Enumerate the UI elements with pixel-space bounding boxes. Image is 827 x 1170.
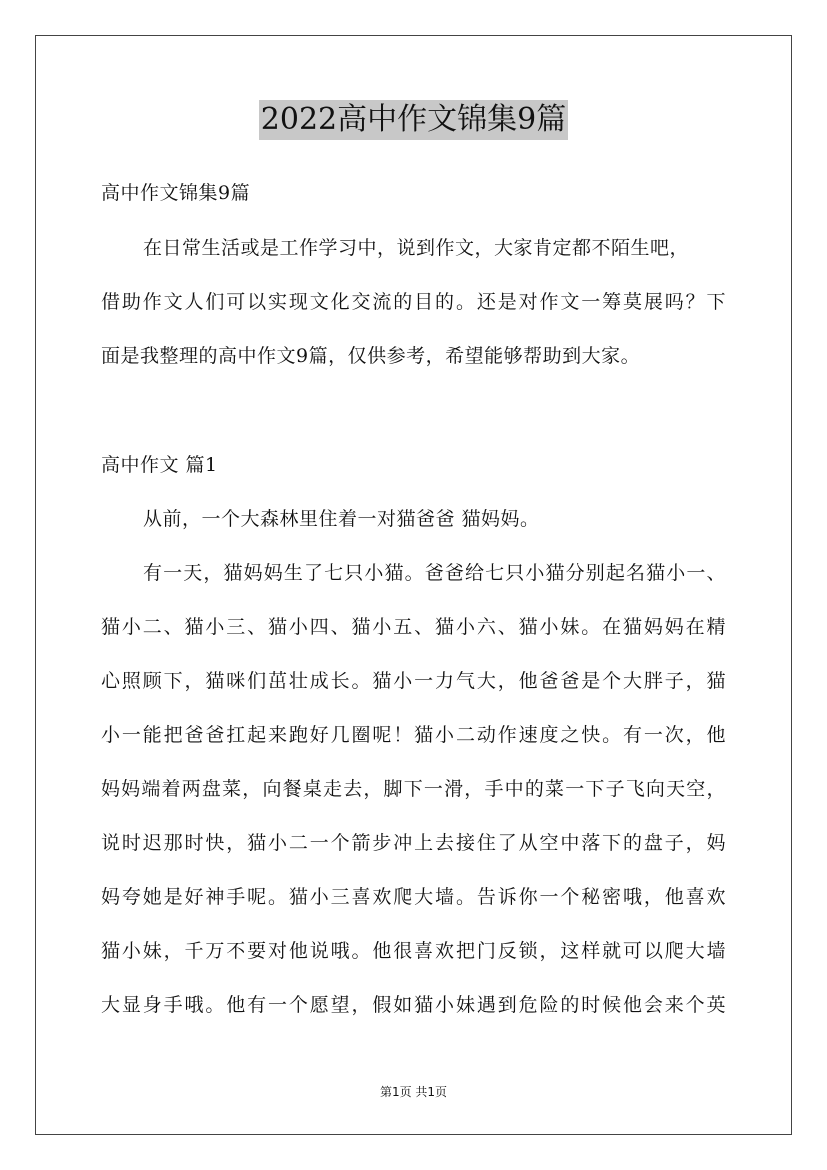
page-number-footer: 第1页 共1页 [379,1085,448,1099]
paragraph-line-4: 心照顾下，猫咪们茁壮成长。猫小一力气大，他爸爸是个大胖子，猫 [101,670,726,692]
title-container [0,100,827,140]
document-subtitle: 高中作文锦集9篇 [101,182,251,204]
intro-line-3: 面是我整理的高中作文9篇，仅供参考，希望能够帮助到大家。 [101,345,641,367]
intro-line-1: 在日常生活或是工作学习中，说到作文，大家肯定都不陌生吧， [143,237,690,259]
paragraph-line-3: 猫小二、猫小三、猫小四、猫小五、猫小六、猫小妹。在猫妈妈在精 [101,616,726,638]
paragraph-line-5: 小一能把爸爸扛起来跑好几圈呢！猫小二动作速度之快。有一次，他 [101,724,726,746]
paragraph-line-6: 妈妈端着两盘菜，向餐桌走去，脚下一滑，手中的菜一下子飞向天空， [101,778,726,800]
section-heading: 高中作文 篇1 [101,454,218,476]
document-title: 2022高中作文锦集9篇 [259,100,568,140]
intro-line-2: 借助作文人们可以实现文化交流的目的。还是对作文一筹莫展吗？下 [101,291,726,313]
paragraph-line-2: 有一天，猫妈妈生了七只小猫。爸爸给七只小猫分别起名猫小一、 [143,562,726,584]
paragraph-line-7: 说时迟那时快，猫小二一个箭步冲上去接住了从空中落下的盘子，妈 [101,832,726,854]
paragraph-line-9: 猫小妹，千万不要对他说哦。他很喜欢把门反锁，这样就可以爬大墙 [101,940,726,962]
paragraph-line-1: 从前，一个大森林里住着一对猫爸爸 猫妈妈。 [143,508,540,530]
paragraph-line-10: 大显身手哦。他有一个愿望，假如猫小妹遇到危险的时候他会来个英 [101,994,726,1016]
paragraph-line-8: 妈夸她是好神手呢。猫小三喜欢爬大墙。告诉你一个秘密哦，他喜欢 [101,886,726,908]
